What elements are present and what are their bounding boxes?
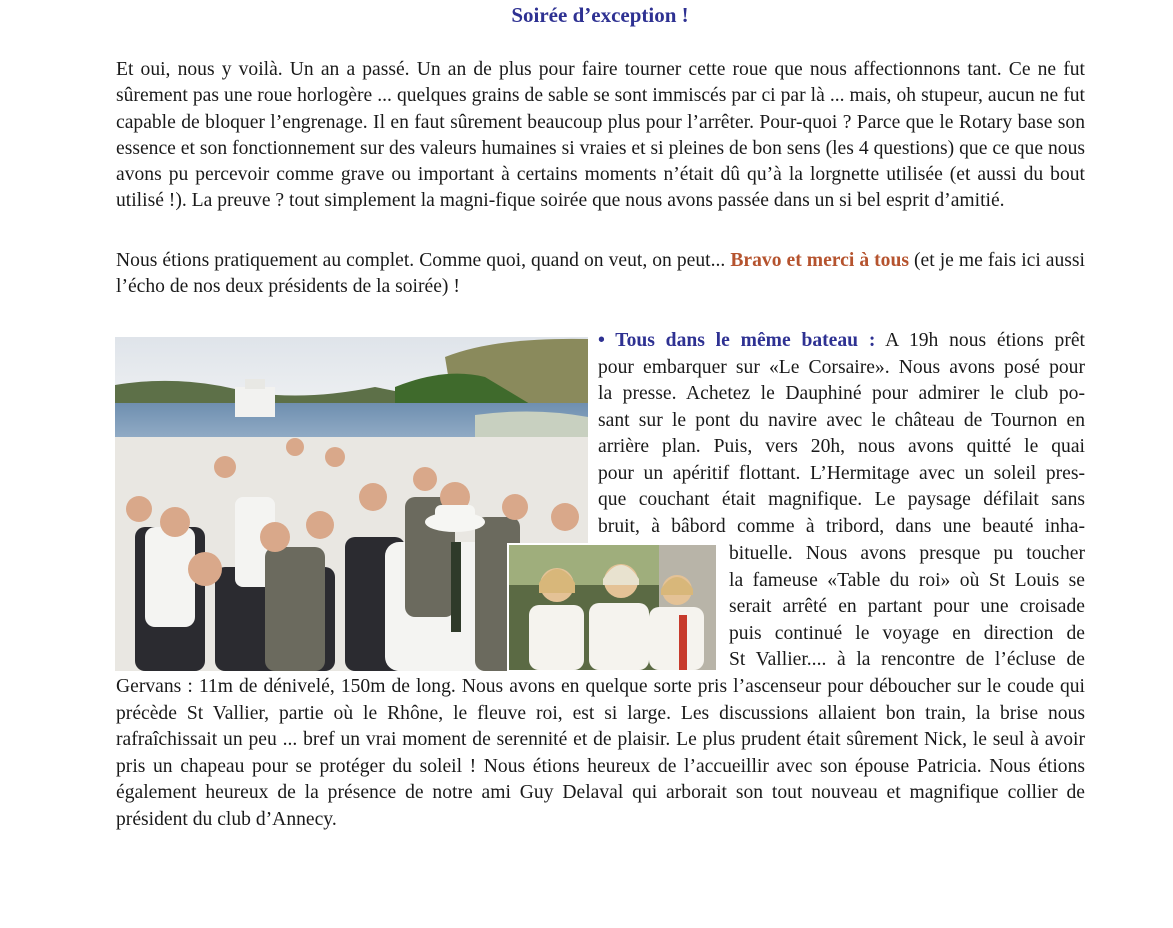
section-line: • Tous dans le même bateau : A 19h nous étions prêt (598, 330, 1085, 351)
second-paragraph (116, 248, 1085, 301)
section-line: pour embarquer sur «Le Corsaire». Nous avons posé pour (598, 356, 1085, 378)
second-paragraph-end: (et je me fais ici aussi l’écho de nos deux présidents de la soirée) ! (116, 250, 1085, 298)
second-paragraph-text: Nous étions pratiquement au complet. Comme quoi, quand on veut, on peut... (116, 250, 731, 271)
section-line: bituelle. Nous avons presque pu toucher (729, 543, 1085, 564)
section-line: serait arrêté en partant pour une croisade (729, 596, 1085, 617)
section-line: puis continué le voyage en direction de (729, 622, 1085, 644)
section-line: St Vallier.... à la rencontre de l’écluse de (729, 649, 1085, 670)
section-line: pour un apéritif flottant. L’Hermitage avec un soleil pres- (598, 462, 1085, 484)
section-line: bruit, à bâbord comme à tribord, dans une beauté inha- (598, 515, 1085, 537)
section-line: arrière plan. Puis, vers 20h, nous avons quitté le quai (598, 436, 1085, 457)
section-text-middle (729, 541, 1085, 674)
intro-paragraph: Et oui, nous y voilà. Un an a passé. Un an de plus pour faire tourner cette roue que nous affectionnons tant. Ce ne fut sûrement pas une roue horlogère ... quelques grains de sable se sont immiscés par ci par là ... mais, oh stupeur, aucun ne fut capable de bloquer l’engrenage. Il en faut sûrement beaucoup plus pour l’arrêter. Pour-quoi ? Parce que le Rotary base son essence et son fonctionnement sur des valeurs humaines si vraies et si pleines de bon sens (les 4 questions) que ce que nous avons pu percevoir comme grave ou important à certains moments n’était dû qu’à la lorgnette utilisée (et aussi du bout utilisé !). La preuve ? tout simplement la magni-fique soirée que nous avons passée dans un si bel esprit d’amitié. (116, 59, 1085, 212)
section-text-top (598, 328, 1085, 540)
page-title: Soirée d’exception ! (511, 3, 689, 27)
section-heading: • Tous dans le même bateau : (598, 330, 876, 351)
section-line: que couchant était magnifique. Le paysage défilait sans (598, 489, 1085, 510)
section-line: sant sur le pont du navire avec le château de Tournon en (598, 409, 1085, 431)
section-text-bottom: Gervans : 11m de dénivelé, 150m de long. Nous avons en quelque sorte pris l’ascenseur pour déboucher sur le coude qui précède St Vallier, partie où le Rhône, le fleuve roi, est si large. Les discussions allaient bon train, la brise nous rafraîchissait un peu ... bref un vrai moment de serennité et de plaisir. Le plus prudent était sûrement Nick, le seul à avoir pris un chapeau pour se protéger du soleil ! Nous étions heureux de l’accueillir avec son épouse Patricia. Nous étions également heureux de la présence de notre ami Guy Delaval qui arborait son tout nouveau et magnifique collier de président du club d’Annecy. (116, 676, 1085, 830)
ladies-photo (507, 543, 718, 672)
section-line: la presse. Achetez le Dauphiné pour admirer le club po- (598, 383, 1085, 404)
bravo-highlight: Bravo et merci à tous (730, 250, 909, 271)
section-line: la fameuse «Table du roi» où St Louis se (729, 569, 1085, 591)
